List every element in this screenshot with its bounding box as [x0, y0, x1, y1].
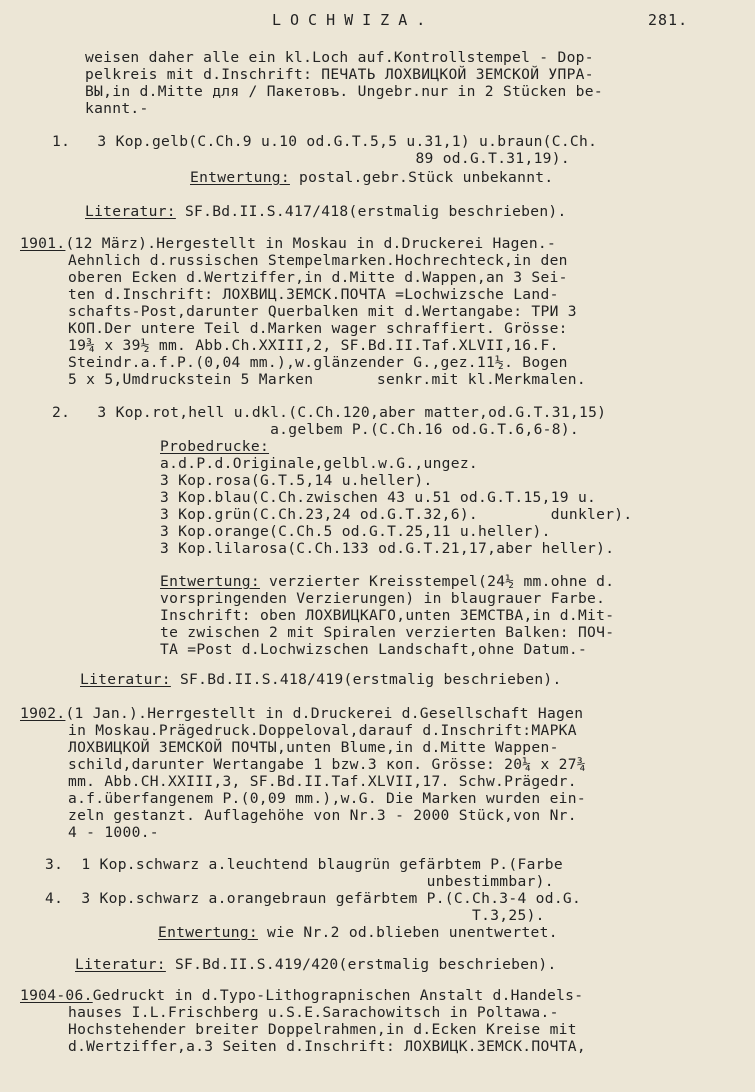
literature-label: Literatur:: [85, 203, 176, 220]
year-1901-line: 1901.(12 März).Hergestellt in Moskau in d.Druckerei Hagen.-: [20, 235, 557, 252]
text-line: hauses I.L.Frischberg u.S.E.Sarachowitsch in Poltawa.-: [68, 1004, 559, 1021]
stamp-entry-1-cont: 89 od.G.T.31,19).: [52, 150, 570, 167]
year-1904-line: 1904-06.Gedruckt in d.Typo-Lithograpnischen Anstalt d.Handels-: [20, 987, 584, 1004]
text-line: zeln gestanzt. Auflagehöhe von Nr.3 - 2000 Stück,von Nr.: [68, 807, 577, 824]
text-line: vorspringenden Verzierungen) in blaugrauer Farbe.: [160, 590, 606, 607]
proof-line: a.d.P.d.Originale,gelbl.w.G.,ungez.: [160, 455, 479, 472]
literature-line: [75, 957, 557, 973]
text-line: weisen daher alle ein kl.Loch auf.Kontrollstempel - Dop-: [85, 49, 594, 66]
literature-line: [85, 204, 567, 220]
cancellation-label: Entwertung:: [160, 573, 260, 590]
cancellation-label: Entwertung:: [190, 169, 290, 186]
text-line: oberen Ecken d.Wertziffer,in d.Mitte d.Wappen,an 3 Sei-: [68, 269, 568, 286]
cancellation-text: wie Nr.2 od.blieben unentwertet.: [257, 924, 558, 941]
text-line: Steindr.a.f.P.(0,04 mm.),w.glänzender G.,gez.11½. Bogen: [68, 354, 568, 371]
literature-label: Literatur:: [80, 671, 171, 688]
text-line: 19¾ x 39½ mm. Abb.Ch.XXIII,2, SF.Bd.II.Taf.XLVII,16.F.: [68, 337, 559, 354]
cancellation-label: Entwertung:: [158, 924, 258, 941]
stamp-entry-4-cont: T.3,25).: [45, 907, 545, 924]
literature-text: SF.Bd.II.S.417/418(erstmalig beschrieben).: [175, 203, 567, 220]
proof-line: 3 Kop.grün(C.Ch.23,24 od.G.T.32,6). dunkler).: [160, 506, 633, 523]
text-line: Aehnlich d.russischen Stempelmarken.Hochrechteck,in den: [68, 252, 568, 269]
text-line: 5 x 5,Umdruckstein 5 Marken senkr.mit kl.Merkmalen.: [68, 371, 586, 388]
text-line: 4 - 1000.-: [68, 824, 159, 841]
stamp-entry-3: 3. 1 Kop.schwarz a.leuchtend blaugrün gefärbtem P.(Farbe: [45, 856, 563, 873]
proof-line: 3 Kop.lilarosa(C.Ch.133 od.G.T.21,17,aber heller).: [160, 540, 615, 557]
text-line: a.f.überfangenem P.(0,09 mm.),w.G. Die Marken wurden ein-: [68, 790, 586, 807]
text-line: mm. Abb.CH.XXIII,3, SF.Bd.II.Taf.XLVII,17. Schw.Prägedr.: [68, 773, 577, 790]
cancellation-text: postal.gebr.Stück unbekannt.: [289, 169, 554, 186]
text-line: te zwischen 2 mit Spiralen verzierten Balken: ПОЧ-: [160, 624, 615, 641]
cancellation-line: [158, 925, 558, 941]
page-header-title: LOCHWIZA.: [272, 11, 435, 29]
proofs-label: Probedrucke:: [160, 438, 270, 455]
literature-text: SF.Bd.II.S.419/420(erstmalig beschrieben).: [165, 956, 557, 973]
cancellation-line: [190, 170, 553, 186]
text-line: КОП.Der untere Teil d.Marken wager schraffiert. Grösse:: [68, 320, 568, 337]
proof-line: 3 Kop.rosa(G.T.5,14 u.heller).: [160, 472, 433, 489]
text-line: d.Wertziffer,a.3 Seiten d.Inschrift: ЛОХВИЦК.ЗЕМСК.ПОЧТА,: [68, 1038, 586, 1055]
stamp-entry-4: 4. 3 Kop.schwarz a.orangebraun gefärbtem P.(C.Ch.3-4 od.G.: [45, 890, 582, 907]
text-line: Inschrift: oben ЛОХВИЦКАГО,unten ЗЕМСТВА,in d.Mit-: [160, 607, 615, 624]
text-line: in Moskau.Prägedruck.Doppeloval,darauf d.Inschrift:МАРКА: [68, 722, 577, 739]
text-line: ТА =Post d.Lochwizschen Landschaft,ohne Datum.-: [160, 641, 588, 658]
year-heading: 1904-06.: [20, 987, 93, 1004]
stamp-entry-1: 1. 3 Kop.gelb(C.Ch.9 u.10 od.G.T.5,5 u.31,1) u.braun(C.Ch.: [52, 133, 598, 150]
text-line: schafts-Post,darunter Querbalken mit d.Wertangabe: ТРИ 3: [68, 303, 577, 320]
year-heading: 1902.: [20, 705, 66, 722]
literature-text: SF.Bd.II.S.418/419(erstmalig beschrieben).: [170, 671, 562, 688]
text-line: ЛОХВИЦКОЙ ЗЕМСКОЙ ПОЧТЫ,unten Blume,in d.Mitte Wappen-: [68, 739, 559, 756]
text-line: ВЫ,in d.Mitte для / Пакетовъ. Ungebr.nur in 2 Stücken be-: [85, 83, 603, 100]
text-line: Hochstehender breiter Doppelrahmen,in d.Ecken Kreise mit: [68, 1021, 577, 1038]
cancellation-line: [160, 574, 614, 590]
literature-label: Literatur:: [75, 956, 166, 973]
literature-line: [80, 672, 562, 688]
stamp-entry-2: 2. 3 Kop.rot,hell u.dkl.(C.Ch.120,aber matter,od.G.T.31,15): [52, 404, 607, 421]
text-line: ten d.Inschrift: ЛОХВИЦ.ЗЕМСК.ПОЧТА =Lochwizsche Land-: [68, 286, 559, 303]
cancellation-text: verzierter Kreisstempel(24½ mm.ohne d.: [259, 573, 615, 590]
year-heading: 1901.: [20, 235, 66, 252]
year-1902-line: 1902.(1 Jan.).Herrgestellt in d.Druckerei d.Gesellschaft Hagen: [20, 705, 584, 722]
page-number: 281.: [648, 11, 689, 29]
proof-line: 3 Kop.orange(C.Ch.5 od.G.T.25,11 u.heller).: [160, 523, 551, 540]
stamp-entry-3-cont: unbestimmbar).: [45, 873, 554, 890]
text-line: kannt.-: [85, 100, 149, 117]
proof-line: 3 Kop.blau(C.Ch.zwischen 43 u.51 od.G.T.15,19 u.: [160, 489, 597, 506]
stamp-entry-2-cont: a.gelbem P.(C.Ch.16 od.G.T.6,6-8).: [52, 421, 579, 438]
text-line: pelkreis mit d.Inschrift: ПЕЧАТЬ ЛОХВИЦКОЙ ЗЕМСКОЙ УПРА-: [85, 66, 594, 83]
text-line: schild,darunter Wertangabe 1 bzw.3 коп. Grösse: 20¼ x 27¾: [68, 756, 586, 773]
